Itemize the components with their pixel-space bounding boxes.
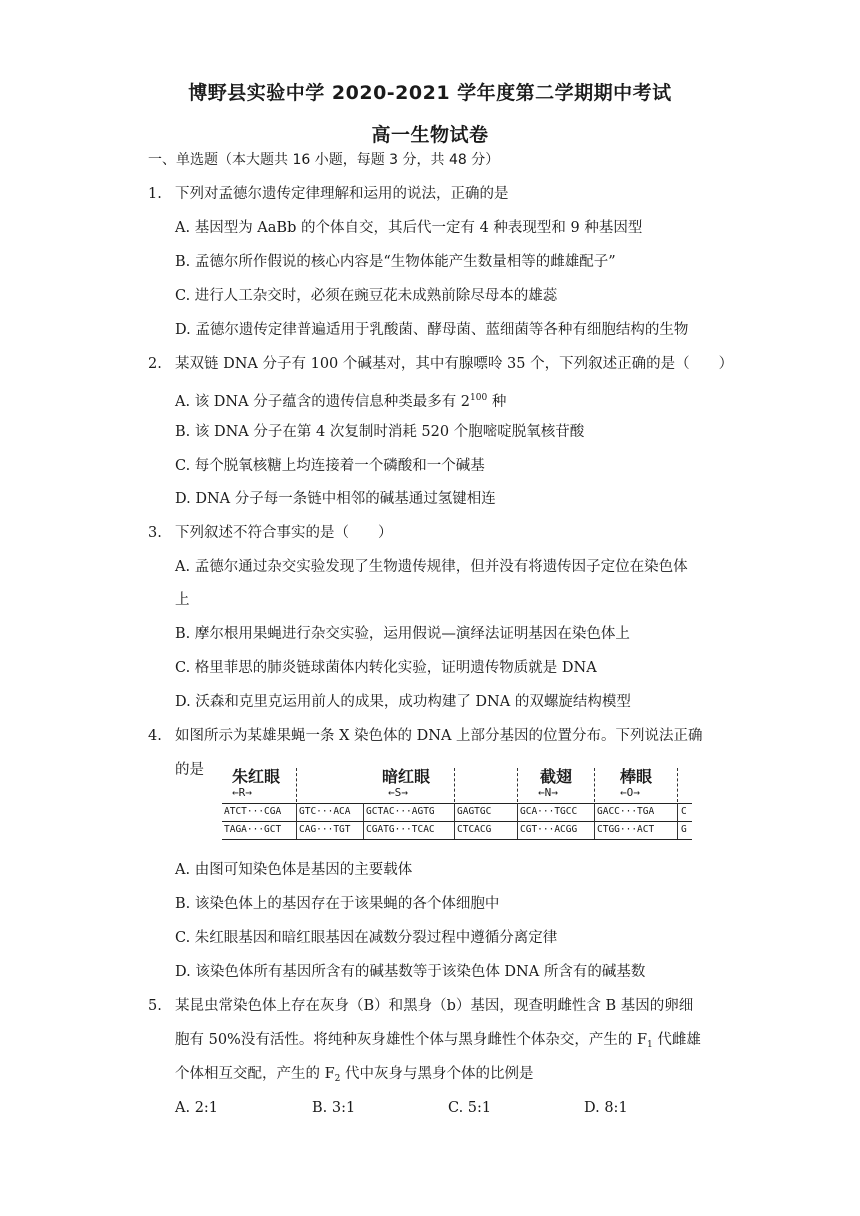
question-3-stem: 下列叙述不符合事实的是（ ） — [175, 525, 393, 541]
question-4-stem: 如图所示为某雄果蝇一条 X 染色体的 DNA 上部分基因的位置分布。下列说法正确 — [175, 728, 703, 744]
gene-label-cut-wing: 截翅 — [540, 767, 573, 786]
question-5-choice-b: B. 3:1 — [312, 1100, 356, 1116]
question-3-number: 3. — [148, 525, 162, 541]
segment-divider — [677, 803, 678, 839]
gene-boundary — [594, 768, 595, 802]
question-2-option-d: D. DNA 分子每一条链中相邻的碱基通过氢键相连 — [175, 491, 496, 507]
dna-bottom-strand: TAGA···GCT CAG···TGT CGATG···TCAC CTCACG CGT···ACGG CTGG···ACT G — [222, 821, 692, 840]
segment-divider — [517, 803, 518, 839]
question-5-choice-a: A. 2:1 — [175, 1100, 219, 1116]
question-1-option-a: A. 基因型为 AaBb 的个体自交，其后代一定有 4 种表现型和 9 种基因型 — [175, 220, 643, 236]
question-3-option-c: C. 格里菲思的肺炎链球菌体内转化实验，证明遗传物质就是 DNA — [175, 660, 597, 676]
question-1-number: 1. — [148, 186, 162, 202]
question-5-stem-line2: 胞有 50%没有活性。将纯种灰身雄性个体与黑身雌性个体杂交，产生的 $F_1$ 代雌雄 — [175, 1032, 701, 1050]
question-2-option-a: A. 该 DNA 分子蕴含的遗传信息种类最多有 $2^{100}$ 种 — [175, 393, 507, 410]
gene-label-vermilion: 朱红眼 — [232, 767, 281, 786]
segment-divider — [454, 803, 455, 839]
gene-symbol-o: ←O→ — [620, 786, 640, 799]
gene-boundary — [677, 768, 678, 802]
question-1-stem: 下列对孟德尔遗传定律理解和运用的说法，正确的是 — [175, 186, 509, 202]
exam-subtitle: 高一生物试卷 — [371, 124, 489, 146]
question-4-number: 4. — [148, 728, 162, 744]
segment-divider — [363, 803, 364, 839]
question-5-number: 5. — [148, 998, 162, 1014]
question-2-option-b: B. 该 DNA 分子在第 4 次复制时消耗 520 个胞嘧啶脱氧核苷酸 — [175, 424, 585, 440]
gene-boundary — [517, 768, 518, 802]
question-1-option-d: D. 孟德尔遗传定律普遍适用于乳酸菌、酵母菌、蓝细菌等各种有细胞结构的生物 — [175, 322, 689, 338]
question-4-option-b: B. 该染色体上的基因存在于该果蝇的各个体细胞中 — [175, 896, 500, 912]
gene-position-diagram — [222, 768, 692, 838]
question-4-option-a: A. 由图可知染色体是基因的主要载体 — [175, 862, 413, 878]
question-1-option-c: C. 进行人工杂交时，必须在豌豆花未成熟前除尽母本的雄蕊 — [175, 288, 558, 304]
section-heading: 一、单选题（本大题共 16 小题，每题 3 分，共 48 分） — [148, 152, 500, 168]
question-5-choice-d: D. 8:1 — [584, 1100, 628, 1116]
question-3-option-b: B. 摩尔根用果蝇进行杂交实验，运用假说—演绎法证明基因在染色体上 — [175, 626, 630, 642]
question-4-stem-cont: 的是 — [175, 762, 204, 778]
segment-divider — [594, 803, 595, 839]
dna-top-strand: ATCT···CGA GTC···ACA GCTAC···AGTG GAGTGC GCA···TGCC GACC···TGA C — [222, 803, 692, 822]
gene-label-bar-eye: 棒眼 — [620, 767, 653, 786]
gene-symbol-n: ←N→ — [538, 786, 558, 799]
question-3-option-a: A. 孟德尔通过杂交实验发现了生物遗传规律，但并没有将遗传因子定位在染色体 — [175, 559, 688, 575]
gene-symbol-r: ←R→ — [232, 786, 252, 799]
question-2-number: 2. — [148, 356, 162, 372]
question-2-option-c: C. 每个脱氧核糖上均连接着一个磷酸和一个碱基 — [175, 458, 485, 474]
question-3-option-d: D. 沃森和克里克运用前人的成果，成功构建了 DNA 的双螺旋结构模型 — [175, 694, 631, 710]
exponent: 100 — [470, 393, 488, 403]
question-5-choice-c: C. 5:1 — [448, 1100, 492, 1116]
question-3-option-a-cont: 上 — [175, 592, 190, 608]
gene-boundary — [454, 768, 455, 802]
question-4-option-d: D. 该染色体所有基因所含有的碱基数等于该染色体 DNA 所含有的碱基数 — [175, 964, 646, 980]
gene-boundary — [296, 768, 297, 802]
question-5-stem: 某昆虫常染色体上存在灰身（B）和黑身（b）基因，现查明雌性含 B 基因的卵细 — [175, 998, 694, 1014]
gene-label-dark-red: 暗红眼 — [382, 767, 431, 786]
question-5-stem-line3: 个体相互交配，产生的 $F_2$ 代中灰身与黑身个体的比例是 — [175, 1066, 534, 1084]
gene-symbol-s: ←S→ — [388, 786, 408, 799]
question-2-stem: 某双链 DNA 分子有 100 个碱基对，其中有腺嘌呤 35 个，下列叙述正确的是（ ） — [175, 356, 734, 372]
question-1-option-b: B. 孟德尔所作假说的核心内容是“生物体能产生数量相等的雌雄配子” — [175, 254, 616, 270]
exam-title: 博野县实验中学 2020-2021 学年度第二学期期中考试 — [188, 82, 672, 104]
segment-divider — [296, 803, 297, 839]
question-4-option-c: C. 朱红眼基因和暗红眼基因在减数分裂过程中遵循分离定律 — [175, 930, 558, 946]
